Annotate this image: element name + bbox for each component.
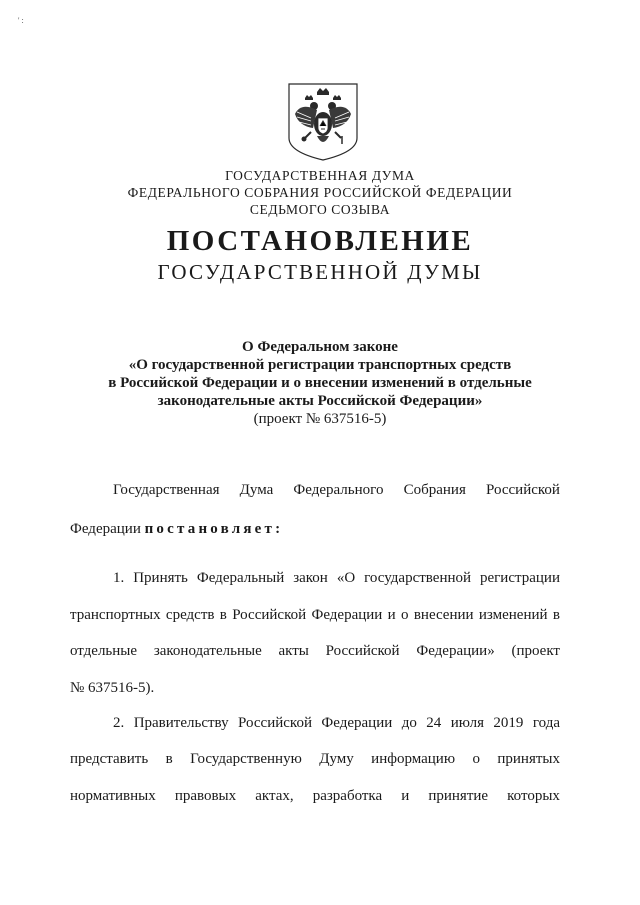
word: государственной	[364, 570, 472, 586]
org-line-1: ГОСУДАРСТВЕННАЯ ДУМА	[225, 168, 415, 183]
intro-line-2	[70, 519, 283, 539]
word: Российской	[238, 715, 312, 731]
word: нормативных	[70, 788, 156, 804]
word: представить	[70, 751, 149, 767]
word: года	[532, 715, 560, 731]
word: законодательные	[153, 643, 262, 659]
word: в	[219, 607, 227, 623]
word: «О	[336, 570, 356, 586]
word: Федерального	[293, 482, 384, 498]
org-line-3: СЕДЬМОГО СОЗЫВА	[249, 202, 391, 217]
word: Федерации	[321, 715, 393, 731]
word: транспортных	[70, 607, 161, 623]
intro-text: Федерации	[70, 521, 141, 537]
word: разработка	[312, 788, 383, 804]
document-title: ПОСТАНОВЛЕНИЕ	[166, 225, 474, 257]
word: и	[387, 607, 396, 623]
word: закон	[293, 570, 328, 586]
word: Российской	[486, 482, 560, 498]
word: Дума	[239, 482, 274, 498]
word: средств	[165, 607, 215, 623]
word: о	[401, 607, 409, 623]
word: отдельные	[70, 643, 138, 659]
paragraph-2-line-2	[70, 749, 560, 769]
word: 2019	[493, 715, 524, 731]
paragraph-1-line-4: № 637516-5).	[70, 680, 155, 696]
coat-of-arms-icon	[287, 82, 359, 162]
word: информацию	[371, 751, 456, 767]
paragraph-2-line-3	[70, 786, 560, 806]
word: Думу	[319, 751, 354, 767]
word: Федерации»	[416, 643, 495, 659]
word: 2.	[113, 715, 125, 731]
word: о	[472, 751, 480, 767]
word: принятых	[497, 751, 560, 767]
word: акты	[278, 643, 309, 659]
law-title-line-3: в Российской Федерации и о внесении изменений в отдельные	[108, 375, 532, 391]
word: Российской	[232, 607, 307, 623]
word: Федерации	[311, 607, 383, 623]
paragraph-1-line-3	[70, 641, 560, 661]
paragraph-1-line-2	[70, 605, 560, 625]
word: которых	[507, 788, 560, 804]
word: внесении	[413, 607, 474, 623]
word: регистрации	[480, 570, 560, 586]
word: Собрания	[403, 482, 466, 498]
word: 1.	[113, 570, 125, 586]
intro-line-1	[113, 480, 560, 500]
law-title-line-1: О Федеральном законе	[242, 339, 398, 355]
word: изменений	[478, 607, 548, 623]
word: и	[401, 788, 410, 804]
law-title-line-2: «О государственной регистрации транспортных средств	[128, 357, 512, 373]
word: Федеральный	[196, 570, 285, 586]
word: Государственную	[190, 751, 302, 767]
word: принятие	[428, 788, 489, 804]
word: Российской	[325, 643, 400, 659]
decree-verb: постановляет:	[144, 521, 284, 537]
word: (проект	[511, 643, 560, 659]
word: в	[165, 751, 173, 767]
word: правовых	[174, 788, 237, 804]
word: Государственная	[113, 482, 220, 498]
word: в	[552, 607, 560, 623]
document-subtitle: ГОСУДАРСТВЕННОЙ ДУМЫ	[157, 260, 483, 284]
word: 24	[426, 715, 442, 731]
word: июля	[450, 715, 484, 731]
paragraph-1-line-1	[113, 568, 560, 588]
law-project-number: (проект № 637516-5)	[253, 411, 387, 427]
word: Правительству	[133, 715, 229, 731]
paragraph-2-line-1	[113, 713, 560, 733]
word: актах,	[255, 788, 294, 804]
word: Принять	[133, 570, 188, 586]
org-line-2: ФЕДЕРАЛЬНОГО СОБРАНИЯ РОССИЙСКОЙ ФЕДЕРАЦИИ	[127, 185, 513, 200]
word: до	[401, 715, 417, 731]
law-title-line-4: законодательные акты Российской Федерации»	[157, 393, 483, 409]
scan-corner-mark: ' :	[18, 16, 24, 25]
